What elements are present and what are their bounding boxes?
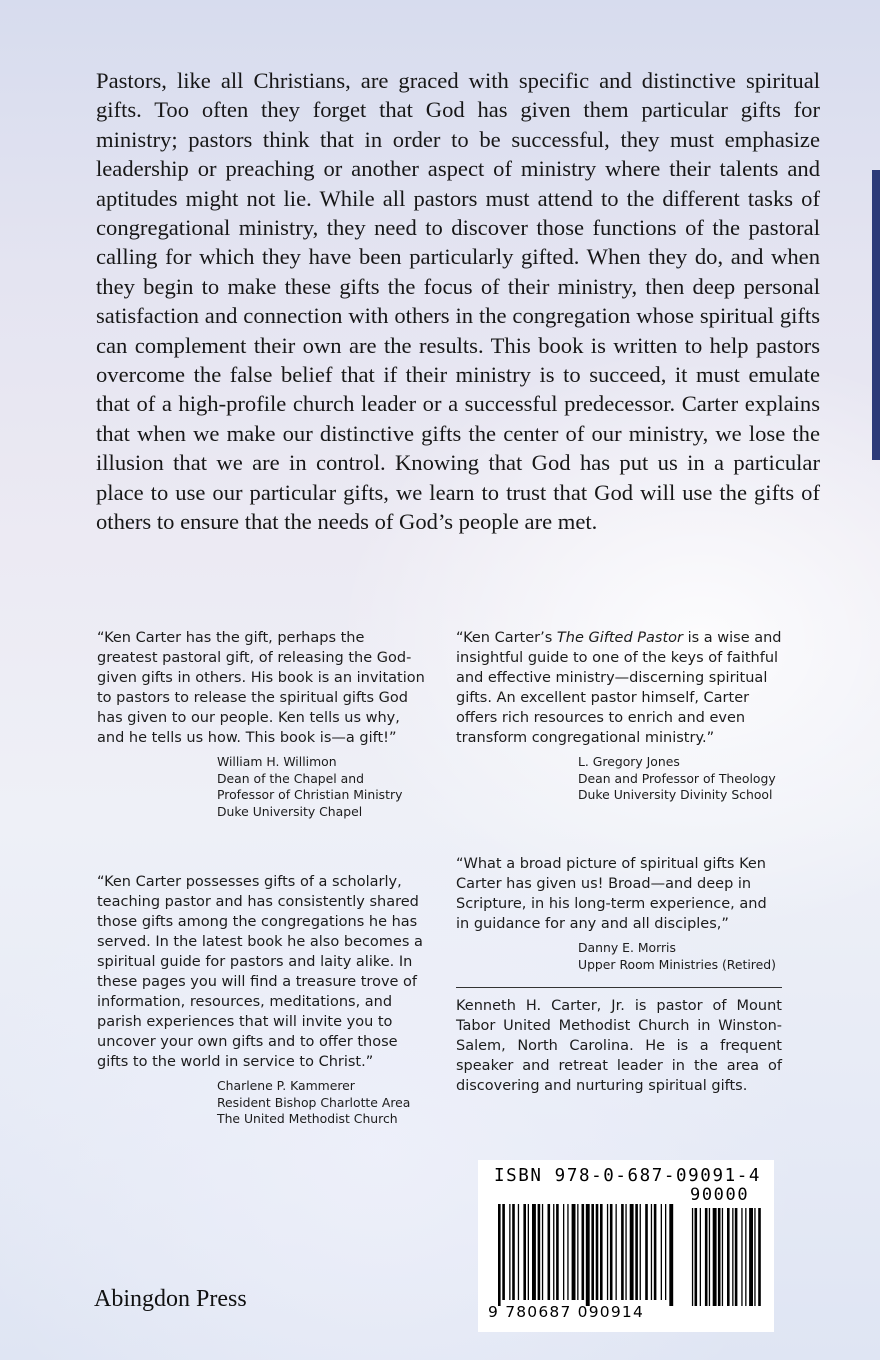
barcode-bar: [512, 1204, 515, 1300]
book-description: Pastors, like all Christians, are graced with specific and distinctive spiritual gifts. Too often they forget that God has given them particular gifts for ministry; pastors think that in order to be successful, they must emphasize leadership or preaching or another aspect of ministry where their talents and aptitudes might not lie. While all pastors must attend to the different tasks of congregational ministry, they need to discover those functions of the pastoral calling for which they have been particularly gifted. When they do, and when they begin to make these gifts the focus of their ministry, then deep personal satisfaction and connection with others in the congregation whose spiritual gifts can complement their own are the results. This book is written to help pastors overcome the false belief that if their ministry is to succeed, it must emulate that of a high-profile church leader or a successful predecessor. Carter explains that when we make our distinctive gifts the center of our ministry, we lose the illusion that we are in control. Knowing that God has put us in a particular place to use our particular gifts, we learn to trust that God will use the gifts of others to ensure that the needs of God’s people are met.: [96, 68, 820, 535]
barcode-bar: [651, 1204, 652, 1300]
addon-bar: [735, 1208, 738, 1306]
addon-bar: [692, 1208, 693, 1306]
addon-bar: [705, 1208, 708, 1306]
barcode-bar: [518, 1204, 519, 1300]
addon-bar: [745, 1208, 746, 1306]
endorser-name: William H. Willimon: [217, 754, 337, 769]
barcode-bar: [532, 1204, 536, 1300]
isbn-barcode: [478, 1160, 774, 1332]
endorser-title: Upper Room Ministries (Retired): [578, 956, 776, 972]
endorsement-text: “What a broad picture of spiritual gifts Ken Carter has given us! Broad—and deep in Scripture, in his long-term experience, and in guidance for any and all disciples,”: [456, 856, 767, 932]
endorser-name: Charlene P. Kammerer: [217, 1078, 355, 1093]
barcode-bar: [616, 1204, 617, 1300]
barcode-bar: [661, 1204, 662, 1300]
addon-bar: [741, 1208, 742, 1306]
ean-number: 9 780687 090914: [488, 1303, 645, 1321]
barcode-bar: [523, 1204, 526, 1300]
endorsement-morris: [456, 854, 782, 973]
barcode-bar: [509, 1204, 510, 1300]
endorser-name: Danny E. Morris: [578, 940, 676, 955]
barcode-bar: [645, 1204, 648, 1300]
endorser-title: Resident Bishop Charlotte Area: [217, 1094, 411, 1110]
barcode-bar: [502, 1204, 505, 1300]
addon-bar: [713, 1208, 717, 1306]
addon-bar: [709, 1208, 710, 1306]
barcode-bar: [596, 1204, 599, 1300]
barcode-bar: [548, 1204, 551, 1300]
barcode-bar: [542, 1204, 543, 1300]
barcode-bar: [577, 1204, 578, 1300]
barcode-bar: [553, 1204, 554, 1300]
endorser-title: Dean of the Chapel and: [217, 770, 364, 786]
isbn-text: ISBN 978-0-687-09091-4: [494, 1166, 761, 1186]
endorser-title: Duke University Chapel: [217, 803, 363, 819]
endorsement-attribution: [217, 1078, 425, 1128]
addon-bar: [727, 1208, 730, 1306]
barcode-bar: [538, 1204, 541, 1300]
addon-bar: [722, 1208, 723, 1306]
barcode-bar: [630, 1204, 634, 1300]
barcode-bar: [567, 1204, 568, 1300]
barcode-bar: [665, 1204, 666, 1300]
spine-edge-bar: [872, 170, 880, 460]
addon-bar: [732, 1208, 733, 1306]
price-code: 90000: [690, 1185, 750, 1205]
endorsement-jones: [456, 628, 782, 804]
endorsement-kammerer: [97, 872, 425, 1128]
addon-bar: [758, 1208, 761, 1306]
barcode-bar: [528, 1204, 529, 1300]
barcode-bar: [669, 1204, 673, 1306]
endorser-title: Dean and Professor of Theology: [578, 770, 776, 786]
barcode-bar: [582, 1204, 585, 1300]
addon-bar: [695, 1208, 698, 1306]
endorsement-text: “Ken Carter has the gift, perhaps the greatest pastoral gift, of releasing the God-given gifts in others. His book is an invitation to pastors to release the spiritual gifts God has given to our people. Ken tells us why, and he tells us how. This book is—a gift!”: [97, 630, 425, 746]
barcode-bar: [586, 1204, 590, 1306]
endorsement-text: [456, 628, 782, 748]
barcode-bar: [498, 1204, 501, 1306]
barcode-bar: [635, 1204, 638, 1300]
barcode-bar: [556, 1204, 559, 1300]
barcode-bar: [654, 1204, 657, 1300]
endorsement-attribution: [578, 940, 782, 973]
endorsement-text-end: is a wise and insightful guide to one of the keys of faithful and effective ministry—discerning spiritual gifts. An excellent pastor himself, Carter offers rich resources to enrich and even transform congregational ministry.”: [456, 630, 782, 746]
endorser-title: The United Methodist Church: [217, 1111, 398, 1126]
book-title: The Gifted Pastor: [556, 630, 683, 646]
endorser-title: Professor of Christian Ministry: [217, 787, 403, 802]
barcode-bar: [621, 1204, 624, 1300]
barcode-bar: [563, 1204, 564, 1300]
publisher-name: Abingdon Press: [94, 1286, 247, 1312]
addon-bar: [749, 1208, 753, 1306]
addon-bar: [754, 1208, 755, 1306]
addon-bars: [692, 1208, 761, 1306]
barcode-bar: [591, 1204, 594, 1300]
endorsement-attribution: [578, 754, 782, 804]
divider: [456, 987, 782, 988]
endorsement-willimon: [97, 628, 425, 820]
endorsement-text: “Ken Carter possesses gifts of a scholarly, teaching pastor and has consistently shared those gifts among the congregations he has served. In the latest book he also becomes a spiritual guide for pastors and laity alike. In these pages you will find a treasure trove of information, resources, meditations, and parish experiences that will invite you to uncover your own gifts and to offer those gifts to the world in service to Christ.”: [97, 874, 423, 1070]
barcode-bar: [625, 1204, 626, 1300]
ean-bars: [498, 1204, 673, 1306]
endorsement-text-start: “Ken Carter’s: [456, 630, 557, 646]
barcode-bar: [607, 1204, 608, 1300]
endorser-name: L. Gregory Jones: [578, 754, 680, 769]
barcode-bar: [610, 1204, 613, 1300]
addon-bar: [718, 1208, 721, 1306]
endorser-title: Duke University Divinity School: [578, 787, 773, 802]
addon-bar: [700, 1208, 701, 1306]
endorsement-attribution: [217, 754, 425, 820]
barcode-bar: [600, 1204, 603, 1300]
barcode-bar: [572, 1204, 576, 1300]
barcode-bar: [640, 1204, 641, 1300]
author-bio: Kenneth H. Carter, Jr. is pastor of Mount Tabor United Methodist Church in Winston-Salem, North Carolina. He is a frequent speaker and retreat leader in the area of discovering and nurturing spiritual gifts.: [456, 998, 782, 1094]
